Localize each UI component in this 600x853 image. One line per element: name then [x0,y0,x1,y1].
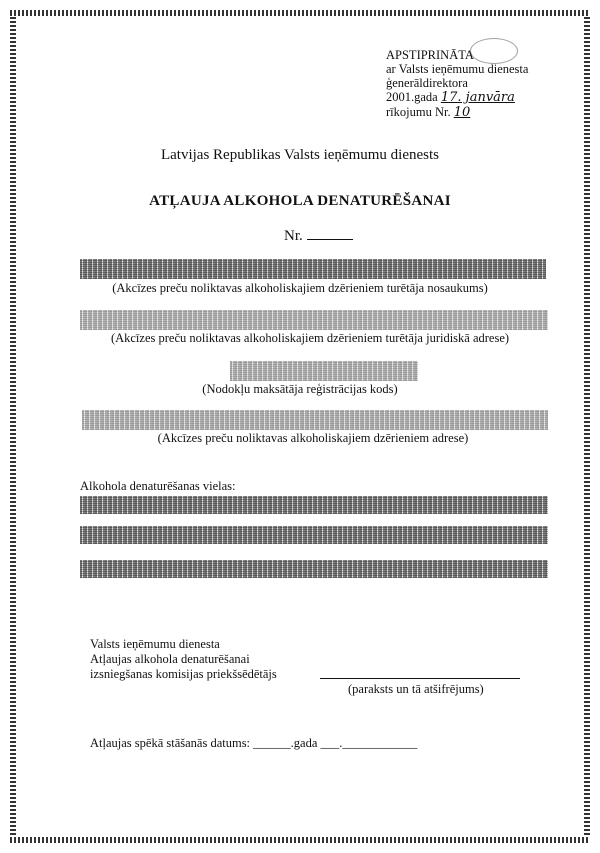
approval-block [386,48,528,120]
handwritten-number: 10 [453,105,471,120]
redacted-registration-code [230,361,418,381]
approval-line: ģenerāldirektora [386,76,468,90]
approval-line: rīkojumu Nr. 10 [386,105,471,120]
number-blank [307,239,353,240]
approval-line: APSTIPRINĀTA [386,48,474,62]
redacted-substance-line [80,496,548,514]
approval-line: ar Valsts ieņēmumu dienesta [386,62,529,76]
redacted-warehouse-address [82,410,548,430]
permit-number [284,228,353,245]
signatory-line: izsniegšanas komisijas priekšsēdētājs [90,667,277,681]
signature-line [320,678,520,679]
redacted-substance-line [80,526,548,544]
field-caption: (Akcīzes preču noliktavas alkoholiskajiem dzērieniem turētāja nosaukums) [112,281,488,295]
signatory-block [90,637,277,682]
handwritten-date: 17. janvāra [440,90,515,105]
validity-date: Atļaujas spēkā stāšanās datums: ______.gada ___.____________ [90,736,418,750]
issuer-name: Latvijas Republikas Valsts ieņēmumu dienests [160,147,440,163]
document-title: ATĻAUJA ALKOHOLA DENATURĒŠANAI [149,193,451,209]
number-label: Nr. [284,228,303,244]
signatory-line: Atļaujas alkohola denaturēšanai [90,652,250,666]
redacted-legal-address [80,310,548,330]
substances-label: Alkohola denaturēšanas vielas: [80,479,236,493]
signatory-line: Valsts ieņēmumu dienesta [90,637,220,651]
redacted-substance-line [80,560,548,578]
field-caption: (Akcīzes preču noliktavas alkoholiskajiem dzērieniem adrese) [157,431,469,445]
field-caption: (Akcīzes preču noliktavas alkoholiskajiem dzērieniem turētāja juridiskā adrese) [110,331,510,345]
redacted-holder-name [80,259,546,279]
field-caption: (Nodokļu maksātāja reģistrācijas kods) [202,382,398,396]
signature-caption: (paraksts un tā atšifrējums) [348,682,484,696]
approval-line: 2001.gada 17. janvāra [386,90,515,105]
